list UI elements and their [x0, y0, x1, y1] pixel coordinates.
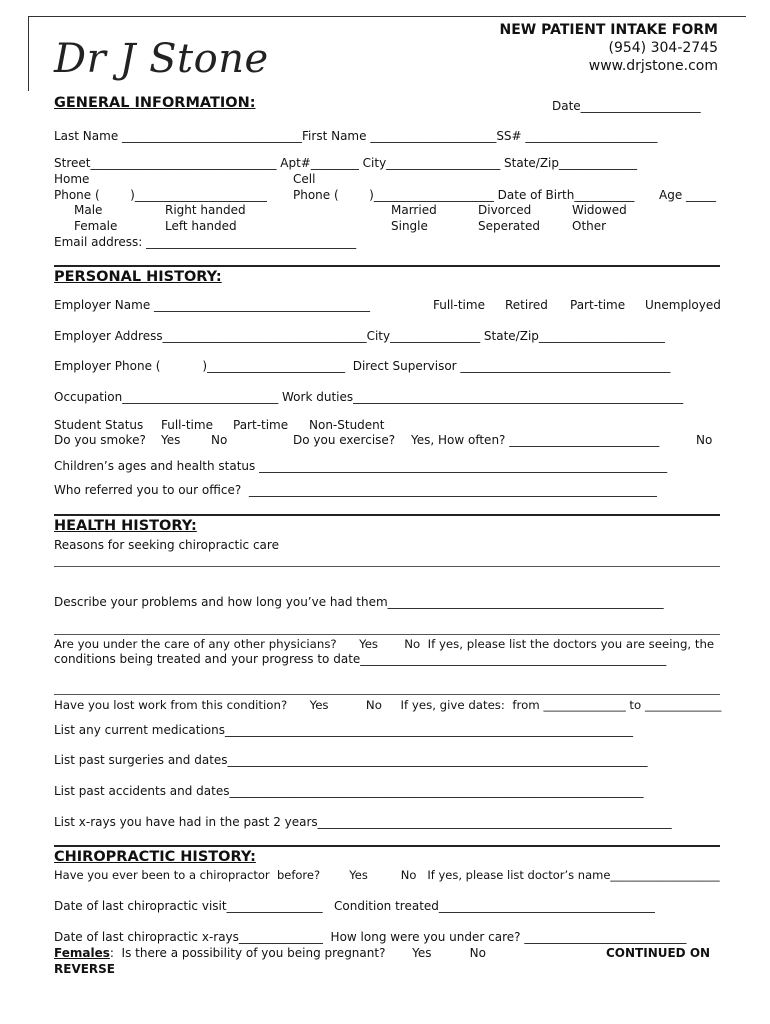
option-unemployed[interactable]: Unemployed — [645, 298, 721, 312]
lost-work-field[interactable]: Have you lost work from this condition? Yes No If yes, give dates: from ______________ to _____________ — [54, 698, 722, 712]
health-history-heading: HEALTH HISTORY: — [54, 518, 197, 534]
option-other[interactable]: Other — [572, 219, 607, 233]
exercise-frequency-field[interactable]: Yes, How often? _________________________ — [411, 433, 660, 447]
option-left-handed[interactable]: Left handed — [165, 219, 237, 233]
last-xrays-field[interactable]: Date of last chiropractic x-rays______________ How long were you under care? ___________________________ — [54, 930, 687, 944]
reverse-note: REVERSE — [54, 962, 116, 976]
section-divider — [54, 265, 720, 267]
employer-phone-field[interactable]: Employer Phone ( )_______________________ Direct Supervisor ___________________________________ — [54, 359, 671, 373]
option-widowed[interactable]: Widowed — [572, 203, 627, 217]
cell-phone-dob-field[interactable]: Phone ( )____________________ Date of Birth__________ — [293, 188, 635, 202]
option-retired[interactable]: Retired — [505, 298, 548, 312]
email-field[interactable]: Email address: ___________________________________ — [54, 235, 357, 249]
chiropractic-history-heading: CHIROPRACTIC HISTORY: — [54, 849, 256, 865]
previous-chiropractor-field[interactable]: Have you ever been to a chiropractor before? Yes No If yes, please list doctor’s name___________________ — [54, 868, 720, 882]
option-part-time[interactable]: Part-time — [570, 298, 626, 312]
option-seperated[interactable]: Seperated — [478, 219, 540, 233]
name-ssn-line[interactable]: Last Name ______________________________First Name _____________________SS# ______________________ — [54, 129, 658, 143]
option-non-student[interactable]: Non-Student — [309, 418, 385, 432]
option-smoke-yes[interactable]: Yes — [161, 433, 181, 447]
exercise-label: Do you exercise? — [293, 433, 396, 447]
section-divider — [54, 514, 720, 516]
occupation-field[interactable]: Occupation__________________________ Work duties_______________________________________________________ — [54, 390, 684, 404]
form-title: NEW PATIENT INTAKE FORM — [499, 22, 718, 38]
practice-phone: (954) 304-2745 — [608, 40, 718, 56]
employer-address-field[interactable]: Employer Address__________________________________City_______________ State/Zip_____________________ — [54, 329, 665, 343]
other-physicians-question: Are you under the care of any other physicians? Yes No If yes, please list the doctors you are seeing, the — [54, 637, 715, 651]
describe-field[interactable]: Describe your problems and how long you’ve had them______________________________________________ — [54, 595, 664, 609]
practice-website: www.drjstone.com — [588, 58, 718, 74]
student-status-label: Student Status — [54, 418, 144, 432]
age-field[interactable]: Age _____ — [659, 188, 717, 202]
address-line[interactable]: Street_______________________________ Apt#________ City___________________ State/Zip_____________ — [54, 156, 637, 170]
home-phone-field[interactable]: Phone ( )______________________ — [54, 188, 267, 202]
xrays-field[interactable]: List x-rays you have had in the past 2 years___________________________________________________________ — [54, 815, 672, 829]
option-smoke-no[interactable]: No — [211, 433, 228, 447]
pregnancy-question-text: : Is there a possibility of you being pregnant? Yes No — [109, 946, 486, 960]
reasons-label: Reasons for seeking chiropractic care — [54, 538, 279, 552]
describe-answer-line[interactable] — [54, 634, 720, 635]
option-student-full-time[interactable]: Full-time — [161, 418, 213, 432]
general-information-heading: GENERAL INFORMATION: — [54, 95, 256, 111]
option-single[interactable]: Single — [391, 219, 428, 233]
personal-history-heading: PERSONAL HISTORY: — [54, 269, 222, 285]
employer-name-field[interactable]: Employer Name ____________________________________ — [54, 298, 371, 312]
option-married[interactable]: Married — [391, 203, 437, 217]
practice-logo: Dr J Stone — [54, 36, 269, 82]
conditions-field[interactable]: conditions being treated and your progress to date___________________________________________________ — [54, 652, 667, 666]
pregnancy-question — [54, 946, 486, 960]
last-visit-field[interactable]: Date of last chiropractic visit________________ Condition treated____________________________________ — [54, 899, 655, 913]
option-right-handed[interactable]: Right handed — [165, 203, 246, 217]
continued-on-note: CONTINUED ON — [606, 946, 711, 960]
reasons-answer-line[interactable] — [54, 566, 720, 567]
option-divorced[interactable]: Divorced — [478, 203, 532, 217]
option-student-part-time[interactable]: Part-time — [233, 418, 289, 432]
option-exercise-no[interactable]: No — [696, 433, 713, 447]
option-male[interactable]: Male — [74, 203, 103, 217]
medications-field[interactable]: List any current medications____________________________________________________________________ — [54, 723, 633, 737]
females-label: Females — [54, 946, 110, 960]
option-female[interactable]: Female — [74, 219, 118, 233]
referred-field[interactable]: Who referred you to our office? ____________________________________________________________________ — [54, 483, 657, 497]
smoke-label: Do you smoke? — [54, 433, 146, 447]
option-full-time[interactable]: Full-time — [433, 298, 485, 312]
section-divider — [54, 845, 720, 847]
accidents-field[interactable]: List past accidents and dates_____________________________________________________________________ — [54, 784, 644, 798]
conditions-answer-line[interactable] — [54, 694, 720, 695]
home-label: Home — [54, 172, 90, 186]
children-field[interactable]: Children’s ages and health status ____________________________________________________________________ — [54, 459, 668, 473]
date-field[interactable]: Date____________________ — [552, 99, 701, 113]
surgeries-field[interactable]: List past surgeries and dates______________________________________________________________________ — [54, 753, 648, 767]
cell-label: Cell — [293, 172, 316, 186]
